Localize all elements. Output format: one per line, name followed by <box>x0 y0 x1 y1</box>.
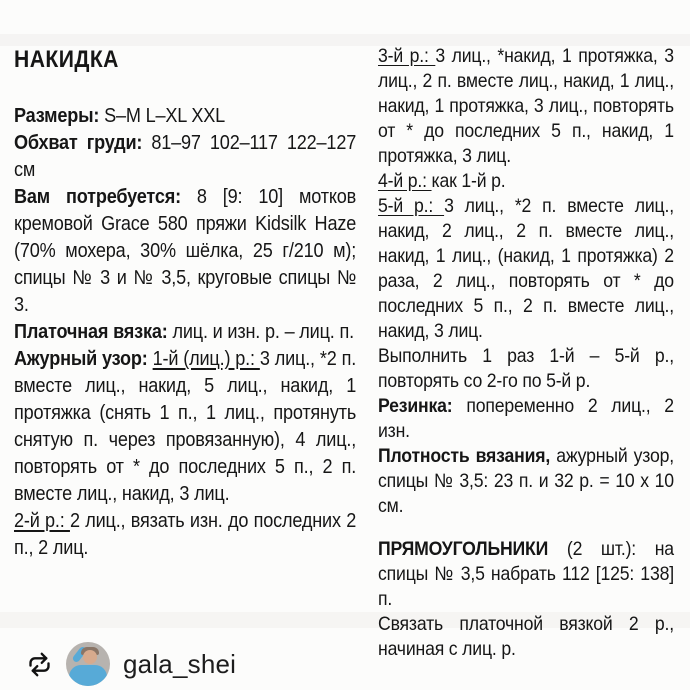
paragraph <box>378 444 674 519</box>
paragraph <box>14 508 356 562</box>
run-text: Выполнить 1 раз 1-й – 5-й р., повторять со 2-го по 5-й р. <box>378 345 674 392</box>
pattern-title: НАКИДКА <box>14 46 119 73</box>
paragraph <box>14 319 356 346</box>
run-text: как 1-й р. <box>431 170 506 192</box>
right-column <box>378 44 674 662</box>
paragraph <box>14 103 356 130</box>
avatar[interactable] <box>66 642 110 686</box>
avatar-face <box>83 650 97 664</box>
paragraph <box>378 44 674 169</box>
paragraph <box>378 612 674 662</box>
run-text: 3 лиц., *2 п. вместе лиц., накид, 5 лиц., накид, 1 протяжка (снять 1 п., 1 лиц., протянуть снятую п. через провязанную), 4 лиц., повторять от * до последних 5 п., 2 п. вместе лиц., накид, 3 лиц. <box>14 348 357 505</box>
repost-attribution <box>26 640 236 688</box>
run-bold: Вам потребуется: <box>14 186 197 208</box>
run-text: 8 [9: 10] мотков кремовой Grace 580 пряжи Kidsilk Haze (70% мохера, 30% шёлка, 25 г/210 м); спицы № 3 и № 3,5, круговые спицы № 3. <box>14 186 357 316</box>
paragraph <box>14 184 356 319</box>
run-text: Связать платочной вязкой 2 р., начиная с лиц. р. <box>378 613 674 660</box>
username-link[interactable]: gala_shei <box>123 648 237 679</box>
run-text: (2 шт.): на спицы № 3,5 набрать 112 [125: 138] п. <box>378 538 674 610</box>
avatar-shirt <box>69 665 107 686</box>
run-bold: ПРЯМОУГОЛЬНИКИ <box>378 538 567 560</box>
paragraph <box>14 130 356 184</box>
repost-icon <box>26 651 53 678</box>
paragraph <box>378 344 674 394</box>
run-text: 81–97 102–117 122–127 см <box>14 132 357 181</box>
paragraph <box>378 537 674 612</box>
run-text: S–M L–XL XXL <box>104 105 225 127</box>
paragraph <box>378 169 674 194</box>
run-text: ажурный узор, спицы № 3,5: 23 п. и 32 р. = 10 х 10 см. <box>378 445 674 517</box>
run-underlined: 2-й р.: <box>14 510 70 532</box>
run-underlined: 5-й р.: <box>378 195 445 217</box>
run-text: 3 лиц., *накид, 1 протяжка, 3 лиц., 2 п. вместе лиц., накид, 1 лиц., накид, 1 протяжка, 3 лиц., повторять от * до последних 5 п., накид, 1 протяжка, 3 лиц. <box>378 45 674 167</box>
left-column <box>14 103 356 562</box>
run-text: 3 лиц., *2 п. вместе лиц., накид, 2 лиц., 2 п. вместе лиц., накид, 1 лиц., (накид, 1 протяжка) 2 раза, 2 лиц., повторять от * до последних 5 п., 2 п. вместе лиц., накид, 3 лиц. <box>378 195 674 342</box>
run-bold: Размеры: <box>14 105 105 127</box>
run-bold: Резинка: <box>378 395 467 417</box>
run-bold: Обхват груди: <box>14 132 152 154</box>
paragraph <box>378 394 674 444</box>
run-bold: Плотность вязания, <box>378 445 557 467</box>
run-underlined: 4-й р.: <box>378 170 432 192</box>
run-underlined: 1-й (лиц.) р.: <box>152 348 260 370</box>
run-underlined: 3-й р.: <box>378 45 436 67</box>
paragraph <box>378 194 674 344</box>
run-text: попеременно 2 лиц., 2 изн. <box>378 395 674 442</box>
run-text: лиц. и изн. р. – лиц. п. <box>172 321 354 343</box>
paragraph <box>14 346 356 508</box>
run-text: 2 лиц., вязать изн. до последних 2 п., 2 лиц. <box>14 510 357 559</box>
run-bold: Ажурный узор: <box>14 348 153 370</box>
run-bold: Платочная вязка: <box>14 321 173 343</box>
